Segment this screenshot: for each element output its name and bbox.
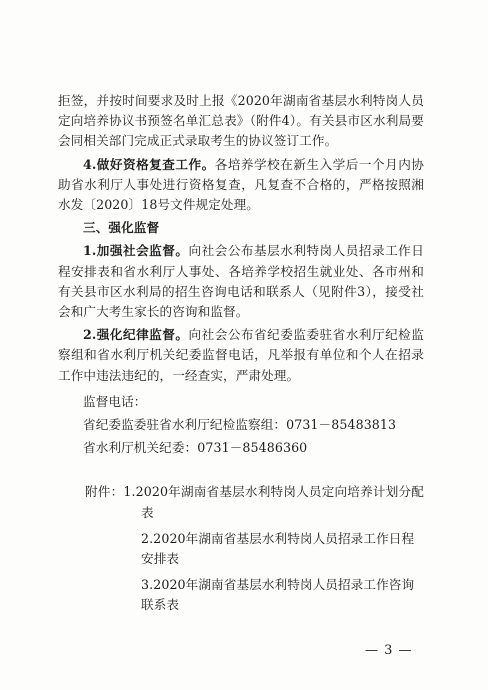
- paragraph-agreement: 拒签，并按时间要求及时上报《2020年湖南省基层水利特岗人员定向培养协议书预签名单汇总表》（附件4）。有关县市区水利局要会同相关部门完成正式录取考生的协议签订工作。: [58, 93, 424, 149]
- phone-label: 监督电话：: [83, 393, 147, 409]
- page-number: — 3 —: [365, 643, 413, 658]
- attachment-item-2: 2.2020年湖南省基层水利特岗人员招录工作日程安排表: [141, 530, 415, 567]
- paragraph-discipline-supervision-title: 2.强化纪律监督。: [83, 327, 189, 343]
- phone-organ-discipline-committee: 省水利厅机关纪委：0731－85486360: [83, 440, 308, 456]
- paragraph-qualification-review-body: 各培养学校在新生入学后一个月内协助省水利厅人事处进行资格复查，凡复查不合格的，严格按照湘水发〔2020〕18号文件规定处理。: [58, 156, 424, 213]
- phone-discipline-inspection-group: 省纪委监委驻省水利厅纪检监察组：0731－85483813: [83, 417, 397, 433]
- attachment-item-3: 3.2020年湖南省基层水利特岗人员招录工作咨询联系表: [141, 577, 415, 613]
- paragraph-social-supervision-body: 向社会公布基层水利特岗人员招录工作日程安排表和省水利厅人事处、各培养学校招生就业处、各市州和有关县市区水利局的招生咨询电话和联系人（见附件3），接受社会和广大考生家长的咨询和监督。: [58, 243, 424, 320]
- paragraph-discipline-supervision: [58, 325, 424, 386]
- attachments-label: 附件：: [85, 484, 124, 500]
- document-body: [58, 91, 424, 616]
- paragraph-social-supervision: [58, 241, 424, 322]
- paragraph-qualification-review-title: 4.做好资格复查工作。: [83, 156, 215, 172]
- paragraph-discipline-supervision-body: 向社会公布省纪委监委驻省水利厅纪检监察组和省水利厅机关纪委监督电话，凡举报有单位和个人在招录工作中违法违纪的，一经查实，严肃处理。: [58, 327, 424, 383]
- attachment-item-1-text: 1.2020年湖南省基层水利特岗人员定向培养计划分配表: [123, 484, 424, 520]
- attachment-item-1: [58, 482, 424, 522]
- paragraph-social-supervision-title: 1.加强社会监督。: [83, 243, 189, 259]
- section-heading-supervision: 三、强化监督: [83, 220, 160, 236]
- paragraph-qualification-review: [58, 155, 424, 216]
